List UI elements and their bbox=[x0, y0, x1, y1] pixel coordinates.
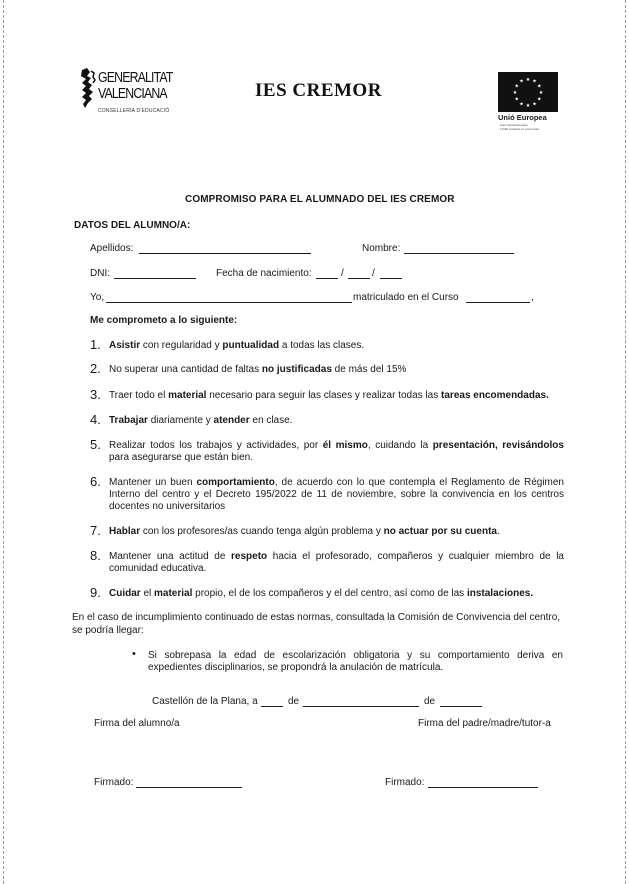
item-number: 4. bbox=[90, 412, 101, 427]
item-plain-text: hacia el profesorado, compañeros y cualquier miembro de la comunidad educativa. bbox=[109, 551, 564, 574]
signed-right-label: Firmado: bbox=[385, 777, 425, 788]
item-bold-text: no justificadas bbox=[261, 364, 332, 375]
month-field[interactable] bbox=[303, 706, 419, 707]
document-title: COMPROMISO PARA EL ALUMNADO DEL IES CREMOR bbox=[185, 194, 455, 205]
generalitat-line1: GENERALITAT bbox=[98, 69, 173, 86]
item-plain-text: con los profesores/as cuando tenga algún problema y bbox=[140, 526, 384, 537]
dni-field[interactable] bbox=[114, 278, 196, 279]
item-number: 7. bbox=[90, 523, 101, 538]
city-date-label: Castellón de la Plana, a bbox=[152, 696, 258, 707]
item-plain-text: a todas las clases. bbox=[279, 340, 365, 351]
item-text bbox=[109, 551, 564, 575]
item-plain-text: Mantener una actitud de bbox=[109, 551, 232, 562]
nombre-label: Nombre: bbox=[362, 243, 401, 254]
item-text bbox=[109, 477, 564, 513]
item-bold-text: tareas encomendadas. bbox=[441, 390, 549, 401]
course-field[interactable] bbox=[466, 302, 530, 303]
item-bold-text: Cuidar bbox=[109, 588, 141, 599]
eu-sub2: L'FSE inverteix en el teu futur bbox=[500, 127, 540, 131]
eu-sub1: Fons Social Europeu bbox=[500, 123, 528, 127]
eu-star-icon: ★ bbox=[514, 83, 519, 90]
item-bold-text: material bbox=[154, 588, 193, 599]
item-text bbox=[109, 340, 564, 352]
item-plain-text: necesario para seguir las clases y realizar todas las bbox=[206, 390, 442, 401]
item-bold-text: comportamiento bbox=[196, 477, 275, 488]
parent-signature-label: Firma del padre/madre/tutor-a bbox=[418, 718, 551, 729]
closing-paragraph: En el caso de incumplimiento continuado de estas normas, consultada la Comisión de Convivencia del centro, se podría llegar: bbox=[72, 612, 561, 636]
item-bold-text: Trabajar bbox=[109, 415, 148, 426]
course-comma: , bbox=[531, 292, 534, 303]
item-plain-text: , cuidando la bbox=[367, 440, 433, 451]
item-number: 2. bbox=[90, 361, 101, 376]
school-name: IES CREMOR bbox=[255, 80, 382, 101]
item-plain-text: para asegurarse que están bien. bbox=[109, 452, 253, 463]
item-bold-text: presentación, revisándolos bbox=[432, 440, 564, 451]
eu-star-icon: ★ bbox=[538, 90, 544, 96]
birth-day-field[interactable] bbox=[316, 278, 338, 279]
eu-star-icon: ★ bbox=[532, 101, 537, 108]
yo-label: Yo, bbox=[90, 292, 105, 303]
item-text bbox=[109, 526, 564, 538]
generalitat-line2: VALENCIANA bbox=[98, 85, 167, 102]
item-text bbox=[109, 364, 564, 376]
apellidos-field[interactable] bbox=[139, 253, 311, 254]
student-signature-label: Firma del alumno/a bbox=[94, 718, 180, 729]
item-plain-text: No superar una cantidad de faltas bbox=[109, 364, 262, 375]
de-label-2: de bbox=[424, 696, 436, 707]
item-plain-text: , de acuerdo con lo que contempla el Reglamento de Régimen Interno del centro y el Decreto 195/2022 de 11 de noviembre, sobre la convivencia en los centros docentes no universitarios bbox=[109, 477, 564, 512]
date-separator-1: / bbox=[341, 268, 344, 279]
item-plain-text: diariamente y bbox=[147, 415, 214, 426]
item-bold-text: material bbox=[168, 390, 207, 401]
birth-year-field[interactable] bbox=[380, 278, 402, 279]
eu-star-icon: ★ bbox=[519, 101, 524, 108]
commitment-intro: Me comprometo a lo siguiente: bbox=[90, 315, 238, 326]
date-separator-2: / bbox=[372, 268, 375, 279]
eu-star-icon: ★ bbox=[519, 78, 524, 85]
conselleria-text: CONSELLERIA D'EDUCACIÓ bbox=[98, 108, 170, 114]
item-plain-text: el bbox=[140, 588, 155, 599]
item-plain-text: de más del 15% bbox=[331, 364, 407, 375]
item-bold-text: atender bbox=[213, 415, 250, 426]
de-label-1: de bbox=[288, 696, 300, 707]
signed-left-label: Firmado: bbox=[94, 777, 134, 788]
item-number: 6. bbox=[90, 474, 101, 489]
item-bold-text: instalaciones. bbox=[466, 588, 534, 599]
dni-label: DNI: bbox=[90, 268, 110, 279]
eu-logo bbox=[498, 72, 562, 132]
item-plain-text: Realizar todos los trabajos y actividades, por bbox=[109, 440, 323, 451]
item-bold-text: Asistir bbox=[109, 340, 141, 351]
student-data-heading: DATOS DEL ALUMNO/A: bbox=[74, 220, 191, 231]
full-name-field[interactable] bbox=[106, 302, 352, 303]
item-number: 8. bbox=[90, 548, 101, 563]
item-bold-text: respeto bbox=[231, 551, 268, 562]
eu-flag-icon bbox=[498, 72, 558, 112]
eu-star-icon: ★ bbox=[514, 96, 519, 103]
eu-label: Unió Europea bbox=[498, 113, 547, 122]
eu-star-icon: ★ bbox=[532, 78, 537, 85]
item-text bbox=[109, 440, 564, 464]
nombre-field[interactable] bbox=[404, 253, 514, 254]
item-plain-text: propio, el de los compañeros y el del centro, así como de las bbox=[192, 588, 467, 599]
year-field[interactable] bbox=[440, 706, 482, 707]
item-bold-text: no actuar por su cuenta bbox=[383, 526, 497, 537]
course-label: matriculado en el Curso bbox=[353, 292, 459, 303]
item-plain-text: . bbox=[496, 526, 500, 537]
page-edge-left bbox=[3, 0, 4, 884]
eu-star-icon: ★ bbox=[537, 83, 542, 90]
item-bold-text: puntualidad bbox=[222, 340, 280, 351]
item-number: 5. bbox=[90, 437, 101, 452]
apellidos-label: Apellidos: bbox=[90, 243, 134, 254]
item-number: 1. bbox=[90, 337, 101, 352]
item-text bbox=[109, 415, 564, 427]
eu-star-icon: ★ bbox=[525, 77, 531, 83]
item-text bbox=[109, 390, 564, 402]
parent-signed-field[interactable] bbox=[428, 787, 538, 788]
bullet-icon: • bbox=[132, 648, 136, 660]
bullet-text: Si sobrepasa la edad de escolarización obligatoria y su comportamiento deriva en expedientes disciplinarios, se propondrá la anulación de matrícula. bbox=[148, 650, 563, 673]
item-text bbox=[109, 588, 564, 600]
eu-star-icon: ★ bbox=[525, 103, 531, 109]
generalitat-logo bbox=[78, 66, 178, 116]
item-bold-text: Hablar bbox=[109, 526, 141, 537]
birthdate-label: Fecha de nacimiento: bbox=[216, 268, 312, 279]
eu-star-icon: ★ bbox=[512, 90, 518, 96]
item-number: 3. bbox=[90, 387, 101, 402]
generalitat-emblem-icon bbox=[78, 68, 98, 108]
birth-month-field[interactable] bbox=[348, 278, 370, 279]
eu-star-icon: ★ bbox=[537, 96, 542, 103]
item-plain-text: con regularidad y bbox=[140, 340, 223, 351]
day-field[interactable] bbox=[261, 706, 283, 707]
item-plain-text: Traer todo el bbox=[109, 390, 169, 401]
item-plain-text: en clase. bbox=[249, 415, 293, 426]
item-bold-text: él mismo bbox=[322, 440, 368, 451]
page-edge-right bbox=[625, 0, 626, 884]
item-number: 9. bbox=[90, 585, 101, 600]
item-plain-text: Mantener un buen bbox=[109, 477, 197, 488]
student-signed-field[interactable] bbox=[136, 787, 242, 788]
